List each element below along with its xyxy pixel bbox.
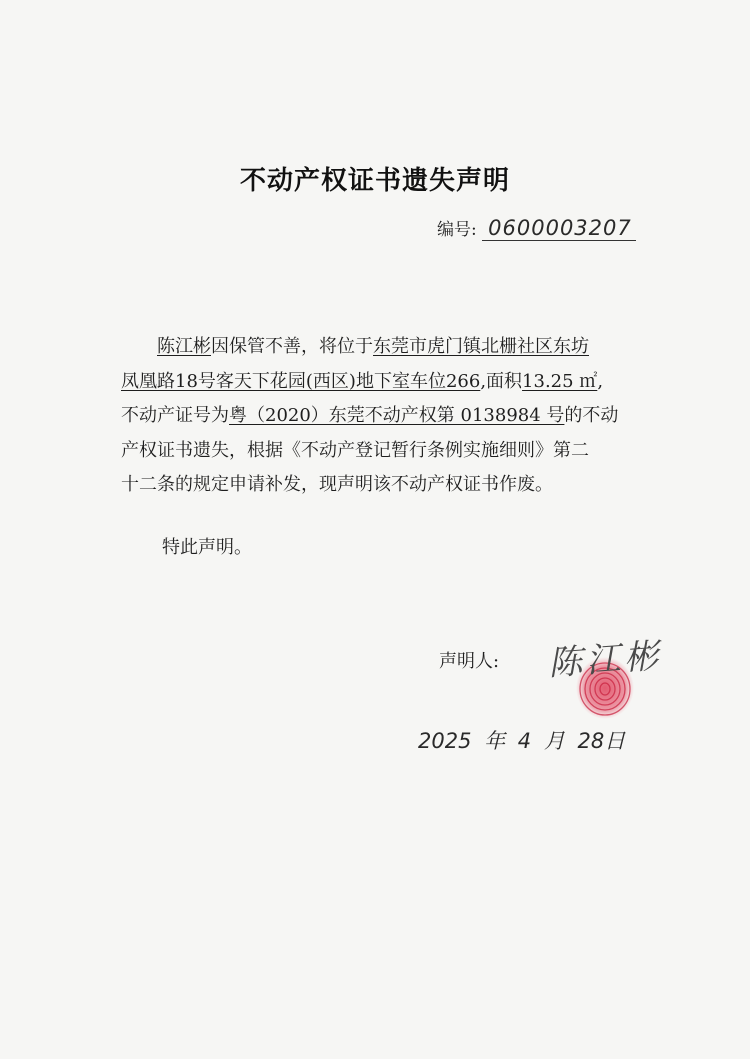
closing-statement: 特此声明。 bbox=[162, 537, 252, 558]
property-address-cont: 凤凰路18号客天下花园(西区)地下室车位266 bbox=[121, 370, 481, 392]
certificate-number: 粤（2020）东莞不动产权第 0138984 号 bbox=[229, 405, 565, 427]
document-title: 不动产权证书遗失声明 bbox=[239, 166, 510, 196]
declarant-label: 声明人: bbox=[439, 651, 500, 672]
declaration-date: 2025 年 4 月 28日 bbox=[418, 729, 626, 753]
body-line-4: 产权证书遗失，根据《不动产登记暂行条例实施细则》第二 bbox=[121, 439, 589, 461]
body-text: , bbox=[597, 370, 604, 392]
body-text: 因保管不善，将位于 bbox=[211, 336, 373, 357]
body-text: ,面积 bbox=[480, 370, 523, 392]
document-number-value: 0600003207 bbox=[482, 216, 636, 241]
body-line-1 bbox=[121, 330, 661, 365]
owner-name: 陈江彬 bbox=[157, 336, 211, 357]
document-number-row bbox=[437, 215, 636, 240]
body-line-3 bbox=[121, 399, 661, 434]
document-number-label: 编号: bbox=[437, 220, 477, 240]
handwritten-signature: 陈江彬 bbox=[546, 636, 664, 684]
property-address: 东莞市虎门镇北栅社区东坊 bbox=[373, 336, 589, 357]
body-line-5: 十二条的规定申请补发，现声明该不动产权证书作废。 bbox=[121, 474, 553, 496]
body-text: 不动产证号为 bbox=[121, 405, 229, 427]
declaration-body bbox=[121, 330, 661, 503]
body-line-2 bbox=[121, 365, 661, 400]
property-area: 13.25 ㎡ bbox=[522, 370, 598, 392]
body-text: 的不动 bbox=[564, 405, 619, 427]
